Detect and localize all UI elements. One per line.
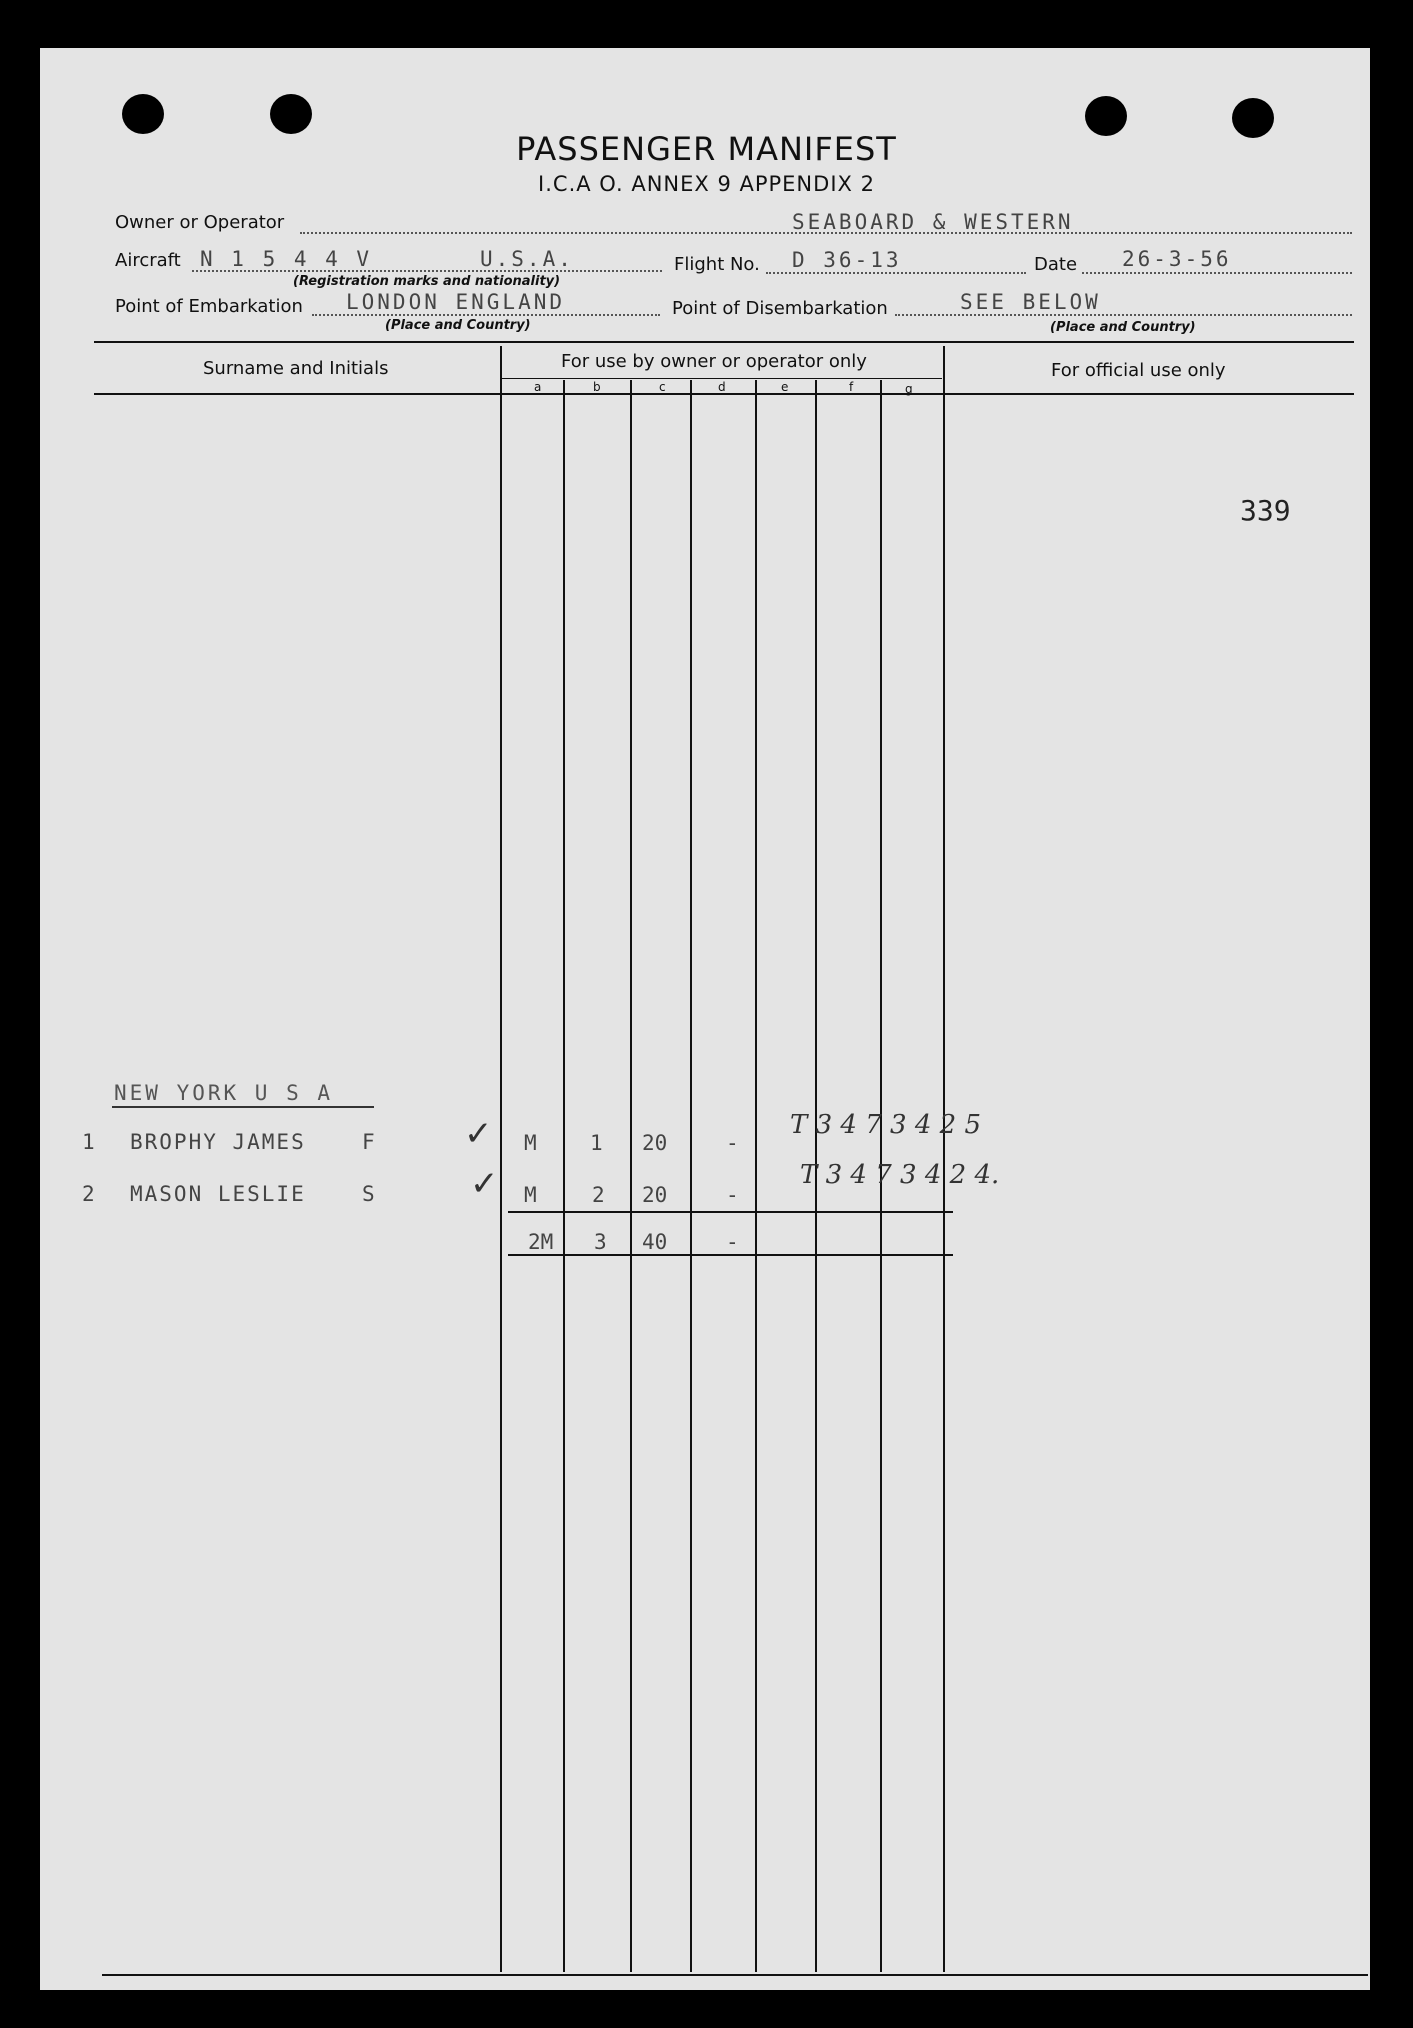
page-number-stamp: 339 — [1240, 494, 1291, 527]
embarkation-value: LONDON ENGLAND — [346, 290, 566, 314]
registration-note: (Registration marks and nationality) — [293, 274, 561, 289]
table-top-rule — [94, 341, 1354, 343]
owner-value: SEABOARD & WESTERN — [792, 210, 1074, 234]
embarkation-label: Point of Embarkation — [115, 296, 303, 317]
official-handwritten-note: T 3 4 7 3 4 2 4. — [800, 1160, 1000, 1190]
aircraft-label: Aircraft — [115, 250, 181, 271]
form-subtitle: I.C.A O. ANNEX 9 APPENDIX 2 — [538, 172, 875, 196]
passenger-col-b: 1 — [590, 1131, 603, 1155]
sub-col-c: c — [659, 380, 666, 394]
date-value: 26-3-56 — [1122, 247, 1232, 271]
owner-subheader-rule — [502, 378, 942, 379]
total-col-b: 3 — [594, 1230, 607, 1254]
sub-col-d: d — [718, 380, 726, 394]
check-mark-icon: ✓ — [470, 1164, 499, 1204]
passenger-col-b: 2 — [592, 1183, 605, 1207]
punch-hole — [122, 94, 164, 134]
official-handwritten-note: T 3 4 7 3 4 2 5 — [790, 1110, 981, 1140]
punch-hole — [270, 94, 312, 134]
check-mark-icon: ✓ — [464, 1114, 493, 1154]
flight-field-line — [766, 272, 1026, 274]
col-owner-header: For use by owner or operator only — [561, 351, 867, 372]
sub-col-g: g — [905, 382, 913, 396]
col-divider — [563, 380, 565, 1972]
sub-col-a: a — [534, 380, 542, 394]
manifest-sheet — [40, 48, 1370, 1990]
passenger-name: MASON LESLIE — [130, 1182, 306, 1206]
col-divider — [630, 380, 632, 1972]
destination-underline — [112, 1106, 374, 1108]
passenger-col-c: 20 — [642, 1183, 668, 1207]
total-col-a: 2M — [528, 1230, 554, 1254]
owner-label: Owner or Operator — [115, 212, 285, 233]
total-col-c: 40 — [642, 1230, 668, 1254]
totals-top-rule — [508, 1211, 953, 1213]
flight-label: Flight No. — [674, 254, 760, 275]
col-official-header: For official use only — [1051, 360, 1226, 381]
col-divider — [500, 346, 502, 1972]
col-divider — [690, 380, 692, 1972]
col-divider — [943, 346, 945, 1972]
sub-col-f: f — [849, 380, 854, 394]
date-label: Date — [1034, 254, 1078, 275]
passenger-col-d: - — [726, 1183, 739, 1207]
total-col-d: - — [726, 1230, 739, 1254]
passenger-col-a: M — [524, 1131, 537, 1155]
disembarkation-label: Point of Disembarkation — [672, 298, 888, 319]
passenger-number: 1 — [82, 1130, 95, 1154]
bottom-rule — [102, 1974, 1368, 1976]
embarkation-note: (Place and Country) — [385, 318, 531, 333]
sub-col-b: b — [593, 380, 601, 394]
col-surname-header: Surname and Initials — [203, 358, 389, 379]
form-title: PASSENGER MANIFEST — [516, 130, 897, 168]
passenger-initial: S — [362, 1182, 375, 1206]
passenger-col-c: 20 — [642, 1131, 668, 1155]
sub-col-e: e — [781, 380, 789, 394]
destination-heading: NEW YORK U S A — [114, 1081, 334, 1105]
date-field-line — [1082, 272, 1352, 274]
passenger-initial: F — [362, 1130, 375, 1154]
passenger-name: BROPHY JAMES — [130, 1130, 306, 1154]
disembarkation-value: SEE BELOW — [960, 290, 1101, 314]
flight-value: D 36-13 — [792, 248, 902, 272]
passenger-col-a: M — [524, 1183, 537, 1207]
aircraft-nationality: U.S.A. — [480, 247, 574, 271]
passenger-col-d: - — [726, 1131, 739, 1155]
aircraft-registration: N 1 5 4 4 V — [200, 247, 373, 271]
col-divider — [755, 380, 757, 1972]
totals-bottom-rule — [508, 1254, 953, 1256]
disembarkation-field-line — [895, 314, 1352, 316]
passenger-number: 2 — [82, 1182, 95, 1206]
embarkation-field-line — [312, 314, 660, 316]
disembarkation-note: (Place and Country) — [1050, 320, 1196, 335]
